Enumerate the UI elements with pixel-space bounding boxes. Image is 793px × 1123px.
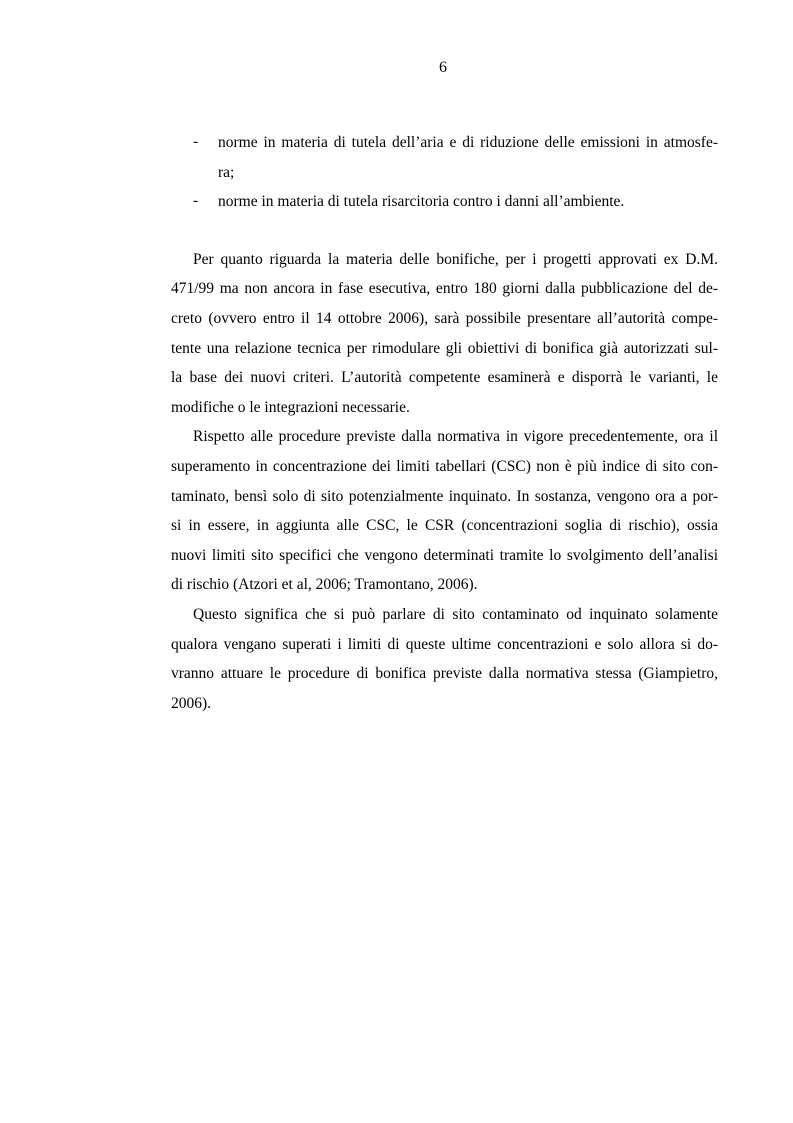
- bullet-item: [171, 192, 718, 222]
- page-number: 6: [439, 59, 447, 76]
- document-body: [171, 133, 718, 723]
- text-line: ra;: [218, 163, 235, 181]
- text-line: qualora vengano superati i limiti di queste ultime concentrazioni e solo allora si do-: [171, 635, 718, 653]
- text-line: di rischio (Atzori et al, 2006; Tramontano, 2006).: [171, 576, 478, 594]
- text-line: nuovi limiti sito specifici che vengono determinati tramite lo svolgimento dell’analisi: [171, 546, 718, 564]
- text-line: Questo significa che si può parlare di sito contaminato od inquinato solamente: [193, 605, 718, 623]
- text-line: la base dei nuovi criteri. L’autorità competente esaminerà e disporrà le varianti, le: [171, 369, 718, 387]
- paragraphs: [171, 250, 718, 724]
- bullet-item: [171, 133, 718, 192]
- text-line: Rispetto alle procedure previste dalla normativa in vigore precedentemente, ora il: [193, 428, 718, 446]
- text-line: 2006).: [171, 694, 212, 712]
- paragraph: [171, 605, 718, 723]
- text-line: si in essere, in aggiunta alle CSC, le CSR (concentrazioni soglia di rischio), ossia: [171, 517, 718, 535]
- text-line: norme in materia di tutela dell’aria e di riduzione delle emissioni in atmosfe-: [218, 134, 718, 151]
- bullet-dash: -: [193, 192, 199, 210]
- text-line: superamento in concentrazione dei limiti tabellari (CSC) non è più indice di sito con-: [171, 457, 718, 475]
- text-line: 471/99 ma non ancora in fase esecutiva, entro 180 giorni dalla pubblicazione del de-: [171, 280, 718, 298]
- text-line: vranno attuare le procedure di bonifica previste dalla normativa stessa (Giampietro,: [171, 665, 718, 683]
- text-line: norme in materia di tutela risarcitoria contro i danni all’ambiente.: [218, 193, 625, 211]
- paragraph: [171, 427, 718, 605]
- text-line: modifiche o le integrazioni necessarie.: [171, 398, 410, 416]
- bullet-dash: -: [193, 133, 199, 150]
- text-line: taminato, bensì solo di sito potenzialmente inquinato. In sostanza, vengono ora a por-: [171, 487, 718, 505]
- paragraph: [171, 250, 718, 428]
- text-line: tente una relazione tecnica per rimodulare gli obiettivi di bonifica già autorizzati sul-: [171, 339, 718, 357]
- text-line: Per quanto riguarda la materia delle bonifiche, per i progetti approvati ex D.M.: [193, 250, 718, 268]
- bullet-list: [171, 133, 718, 222]
- text-line: creto (ovvero entro il 14 ottobre 2006), sarà possibile presentare all’autorità compe-: [171, 309, 718, 327]
